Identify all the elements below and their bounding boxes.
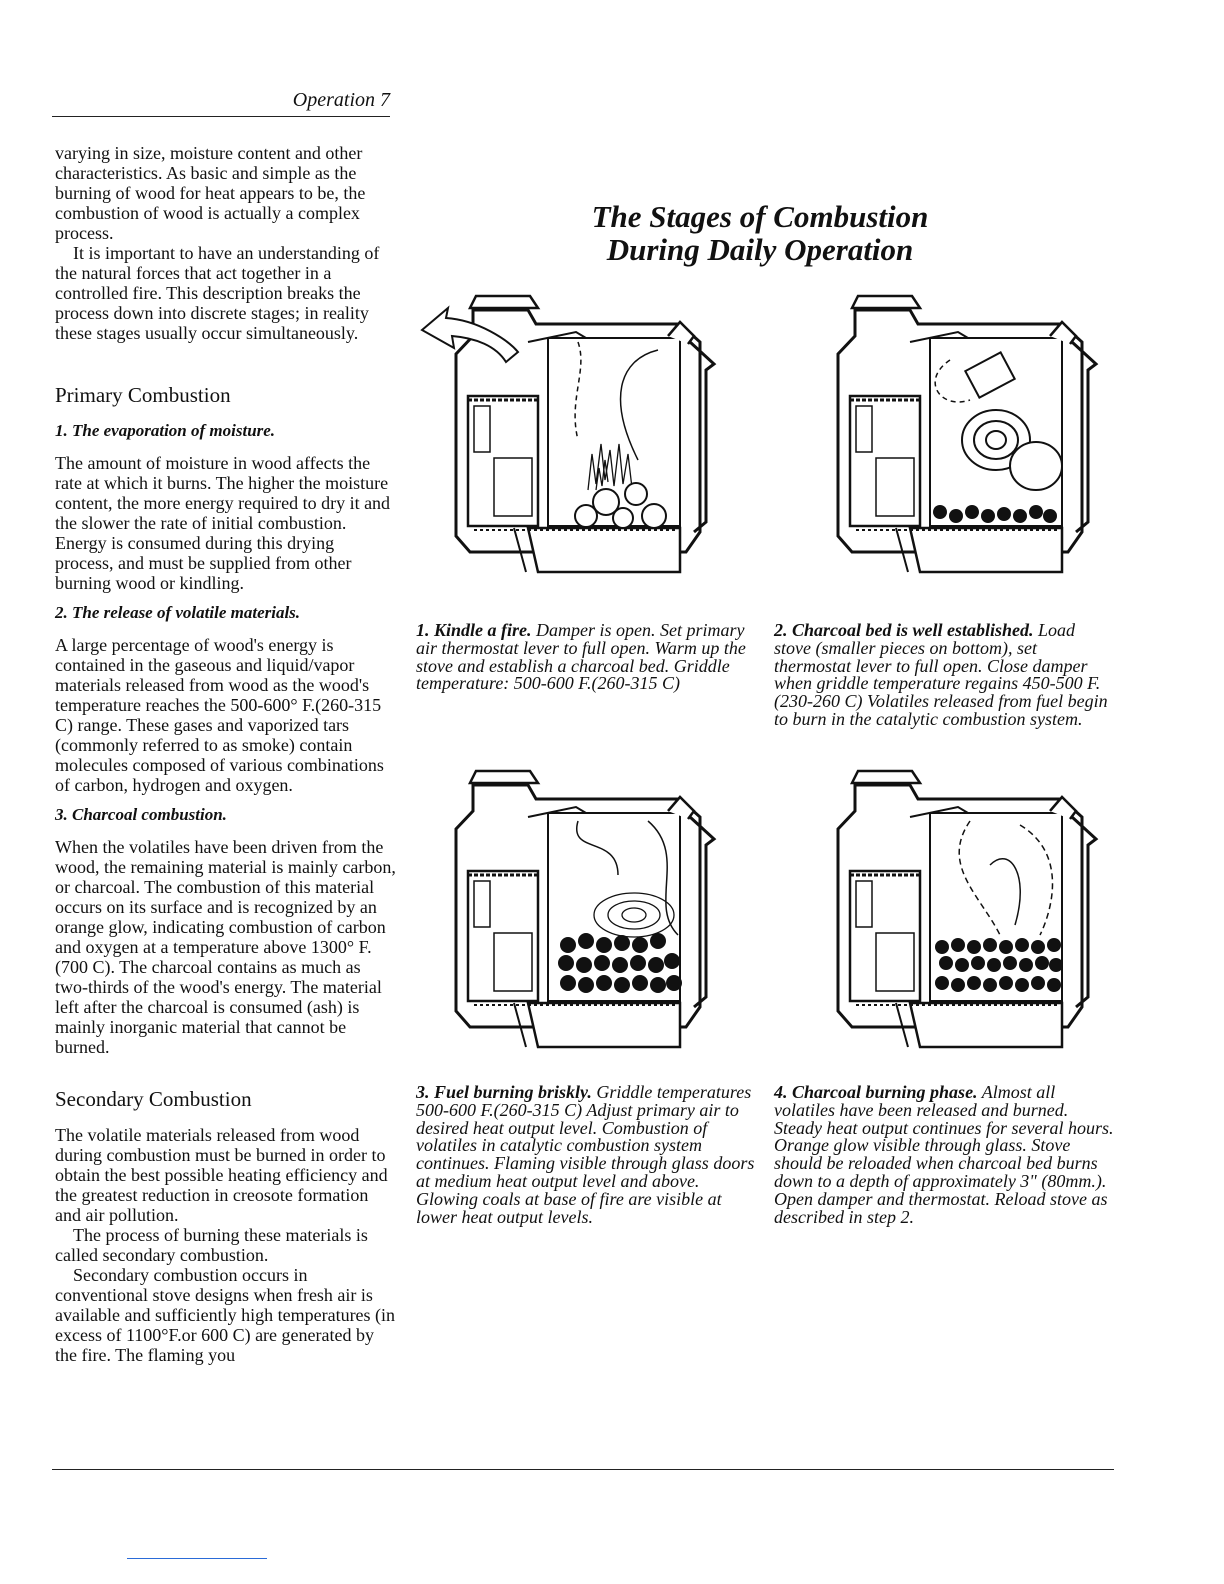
running-header [52,86,390,117]
stove-diagram-charcoal-bed [800,290,1120,590]
secondary-paragraph-1: The volatile materials released from wood during combustion must be burned in order to obtain the best possible heating efficiency and the greatest reduction in creosote formation and air pollution. [55,1125,388,1225]
intro-paragraph-2: It is important to have an understanding of the natural forces that act together in a controlled fire. This description breaks the process down into discrete stages; in reality these stages usually occur simultaneously. [55,243,380,343]
caption-panel-2 [774,622,1114,729]
caption-1-heading: 1. Kindle a fire. [416,620,532,640]
step3-heading: 3. Charcoal combustion. [55,805,227,824]
footer-rule [52,1469,1114,1470]
caption-panel-3 [416,1084,756,1226]
intro-paragraph: varying in size, moisture content and other characteristics. As basic and simple as the burning of wood for heat appears to be, the combustion of wood is actually a complex process. [55,143,366,243]
stove-diagram-kindle [418,290,738,590]
figure-title [520,200,1000,266]
secondary-combustion-heading: Secondary Combustion [55,1087,252,1111]
step2-heading: 2. The release of volatile materials. [55,603,301,622]
caption-2-text: Load stove (smaller pieces on bottom), set thermostat lever to full open. Close damper when griddle temperature regains 450-500 F.(230-260 C) Volatiles released from fuel begin to burn in the catalytic combustion system. [774,620,1108,729]
caption-4-text: Almost all volatiles have been released and burned. Steady heat output continues for several hours. Orange glow visible through glass. Stove should be reloaded when charcoal bed burns down to a depth of approximately 3" (80mm.). Open damper and thermostat. Reload stove as described in step 2. [774,1082,1114,1227]
left-text-column [55,143,397,1365]
caption-4-heading: 4. Charcoal burning phase. [774,1082,978,1102]
step2-text: A large percentage of wood's energy is contained in the gaseous and liquid/vapor materials released from wood as the wood's temperature reaches the 500-600° F.(260-315 C) range. These gases and vaporized tars (commonly referred to as smoke) contain molecules composed of various combinations of carbon, hydrogen and oxygen. [55,635,384,795]
secondary-paragraph-3: Secondary combustion occurs in conventional stove designs when fresh air is available and sufficiently high temperatures (in excess of 1100°F.or 600 C) are generated by the fire. The flaming you [55,1265,396,1365]
running-title: Operation 7 [292,89,390,111]
figure-title-line-2: During Daily Operation [606,232,914,267]
caption-panel-4 [774,1084,1116,1226]
caption-panel-1 [416,622,746,693]
step1-heading: 1. The evaporation of moisture. [55,421,276,440]
figure-title-line-1: The Stages of Combustion [591,199,929,234]
blue-underline [127,1558,267,1559]
secondary-paragraph-2: The process of burning these materials is called secondary combustion. [55,1225,368,1265]
caption-3-text: Griddle temperatures 500-600 F.(260-315 C) Adjust primary air to desired heat output level. Combustion of volatiles in catalytic combustion system continues. Flaming visible through glass doors at medium heat output level and above. Glowing coals at base of fire are visible at lower heat output levels. [416,1082,755,1227]
stove-diagram-charcoal-burning [800,765,1120,1065]
caption-1-text: Damper is open. Set primary air thermostat lever to full open. Warm up the stove and establish a charcoal bed. Griddle temperature: 500-600 F.(260-315 C) [416,620,746,694]
primary-combustion-heading: Primary Combustion [55,383,231,407]
step3-text: When the volatiles have been driven from the wood, the remaining material is mainly carbon, or charcoal. The combustion of this material occurs on its surface and is recognized by an orange glow, indicating combustion of carbon and oxygen at a temperature above 1300° F.(700 C). The charcoal contains as much as two-thirds of the wood's energy. The material left after the charcoal is consumed (ash) is mainly inorganic material that cannot be burned. [55,837,396,1057]
caption-2-heading: 2. Charcoal bed is well established. [774,620,1034,640]
step1-text: The amount of moisture in wood affects the rate at which it burns. The higher the moisture content, the more energy required to dry it and the slower the rate of initial combustion. Energy is consumed during this drying process, and must be supplied from other burning wood or kindling. [55,453,391,593]
stove-diagram-burning-briskly [418,765,738,1065]
caption-3-heading: 3. Fuel burning briskly. [416,1082,592,1102]
